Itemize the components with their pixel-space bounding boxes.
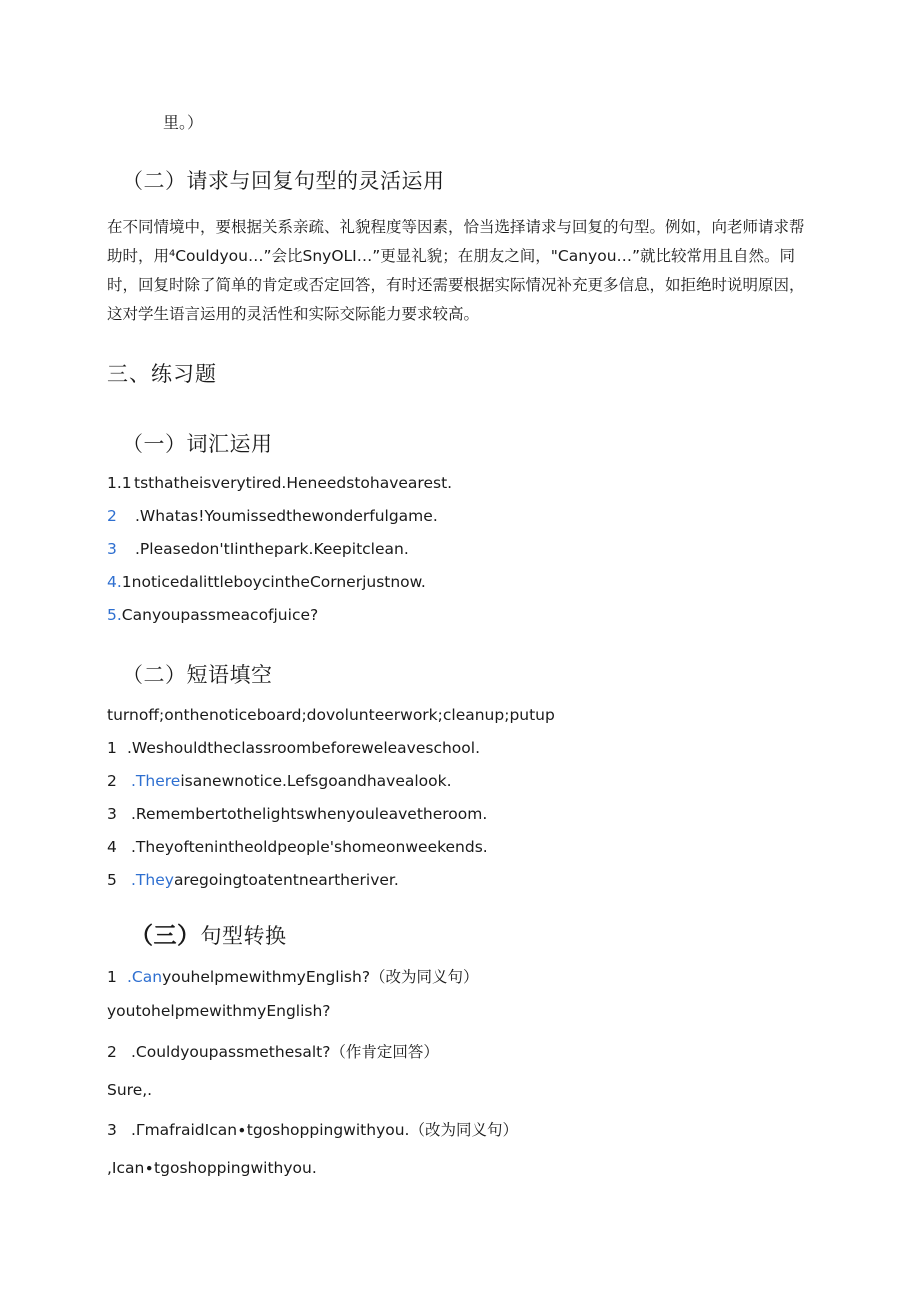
item-text: youhelpmewithmyEnglish?（改为同义句）: [162, 968, 479, 986]
item-number: 2: [107, 507, 117, 525]
item-number: 4: [107, 838, 117, 856]
part-3-title-text: 句型转换: [200, 924, 287, 948]
item-text-start: .There: [131, 772, 181, 790]
answer-line: Sure,.: [107, 1081, 153, 1099]
item-text: .Couldyoupassmethesalt?（作肯定回答）: [131, 1043, 439, 1061]
list-item: [107, 606, 318, 624]
continuation-text: 里。）: [163, 113, 204, 132]
list-item: [107, 871, 399, 889]
item-number: 4.: [107, 573, 122, 591]
list-item: [107, 965, 479, 987]
answer-line: youtohelpmewithmyEnglish?: [107, 1002, 331, 1020]
item-number: 1: [107, 968, 117, 986]
section-2-2-paragraph: [107, 213, 807, 329]
item-text: .Remembertothelightswhenyouleavetheroom.: [131, 805, 488, 823]
list-item: [107, 474, 452, 492]
item-text: .Theyoftenintheoldpeople'shomeonweekends.: [131, 838, 488, 856]
list-item: [107, 739, 480, 757]
item-text: Canyoupassmeacofjuice?: [121, 606, 319, 624]
part-3-title-number: （三）: [130, 923, 201, 949]
part-2-title: （二）短语填空: [122, 663, 273, 687]
list-item: [107, 507, 438, 525]
item-text: .ΓmafraidIcan∙tgoshoppingwithyou.（改为同义句）: [131, 1121, 518, 1139]
item-number: 3: [107, 805, 117, 823]
list-item: [107, 772, 452, 790]
item-text: .Weshouldtheclassroombeforeweleaveschool.: [127, 739, 481, 757]
item-text: aregoingtoatentneartheriver.: [173, 871, 399, 889]
part-3-title: [130, 917, 287, 950]
item-number: 2: [107, 1043, 117, 1061]
item-text: .Whatas!Youmissedthewonderfulgame.: [135, 507, 438, 525]
item-text: .Pleasedon'tIinthepark.Keepitclean.: [135, 540, 409, 558]
section-2-2-title: （二）请求与回复句型的灵活运用: [122, 169, 445, 193]
word-bank: turnoff;onthenoticeboard;dovolunteerwork;cleanup;putup: [107, 706, 555, 724]
item-number: 3: [107, 1121, 117, 1139]
item-number: 5.: [107, 606, 122, 624]
list-item: [107, 1040, 439, 1062]
list-item: [107, 838, 488, 856]
item-number: 3: [107, 540, 117, 558]
item-text: 1noticedalittleboycintheCornerjustnow.: [121, 573, 426, 591]
section-3-title: 三、练习题: [107, 362, 217, 386]
answer-line: ,Ican∙tgoshoppingwithyou.: [107, 1159, 317, 1177]
part-1-title: （一）词汇运用: [122, 432, 273, 456]
item-text-start: .Can: [127, 968, 163, 986]
item-text-start: .They: [131, 871, 174, 889]
list-item: [107, 540, 409, 558]
item-number: 5: [107, 871, 117, 889]
paragraph-line: 助时，用⁴Couldyou…”会比SnyOLI…”更显礼貌；在朋友之间，"Canyou…”就比较常用且自然。同: [107, 247, 796, 265]
item-number: 1.1: [107, 474, 132, 492]
item-text: tsthatheisverytired.Heneedstohavearest.: [134, 474, 453, 492]
item-number: 2: [107, 772, 117, 790]
item-text: isanewnotice.Lefsgoandhavealook.: [180, 772, 452, 790]
list-item: [107, 1118, 518, 1140]
paragraph-line: 时，回复时除了简单的肯定或否定回答，有时还需要根据实际情况补充更多信息，如拒绝时说明原因，: [107, 276, 805, 294]
list-item: [107, 573, 426, 591]
list-item: [107, 805, 487, 823]
paragraph-line: 在不同情境中，要根据关系亲疏、礼貌程度等因素，恰当选择请求与回复的句型。例如，向老师请求帮: [107, 218, 805, 236]
item-number: 1: [107, 739, 117, 757]
paragraph-line: 这对学生语言运用的灵活性和实际交际能力要求较高。: [107, 305, 480, 323]
